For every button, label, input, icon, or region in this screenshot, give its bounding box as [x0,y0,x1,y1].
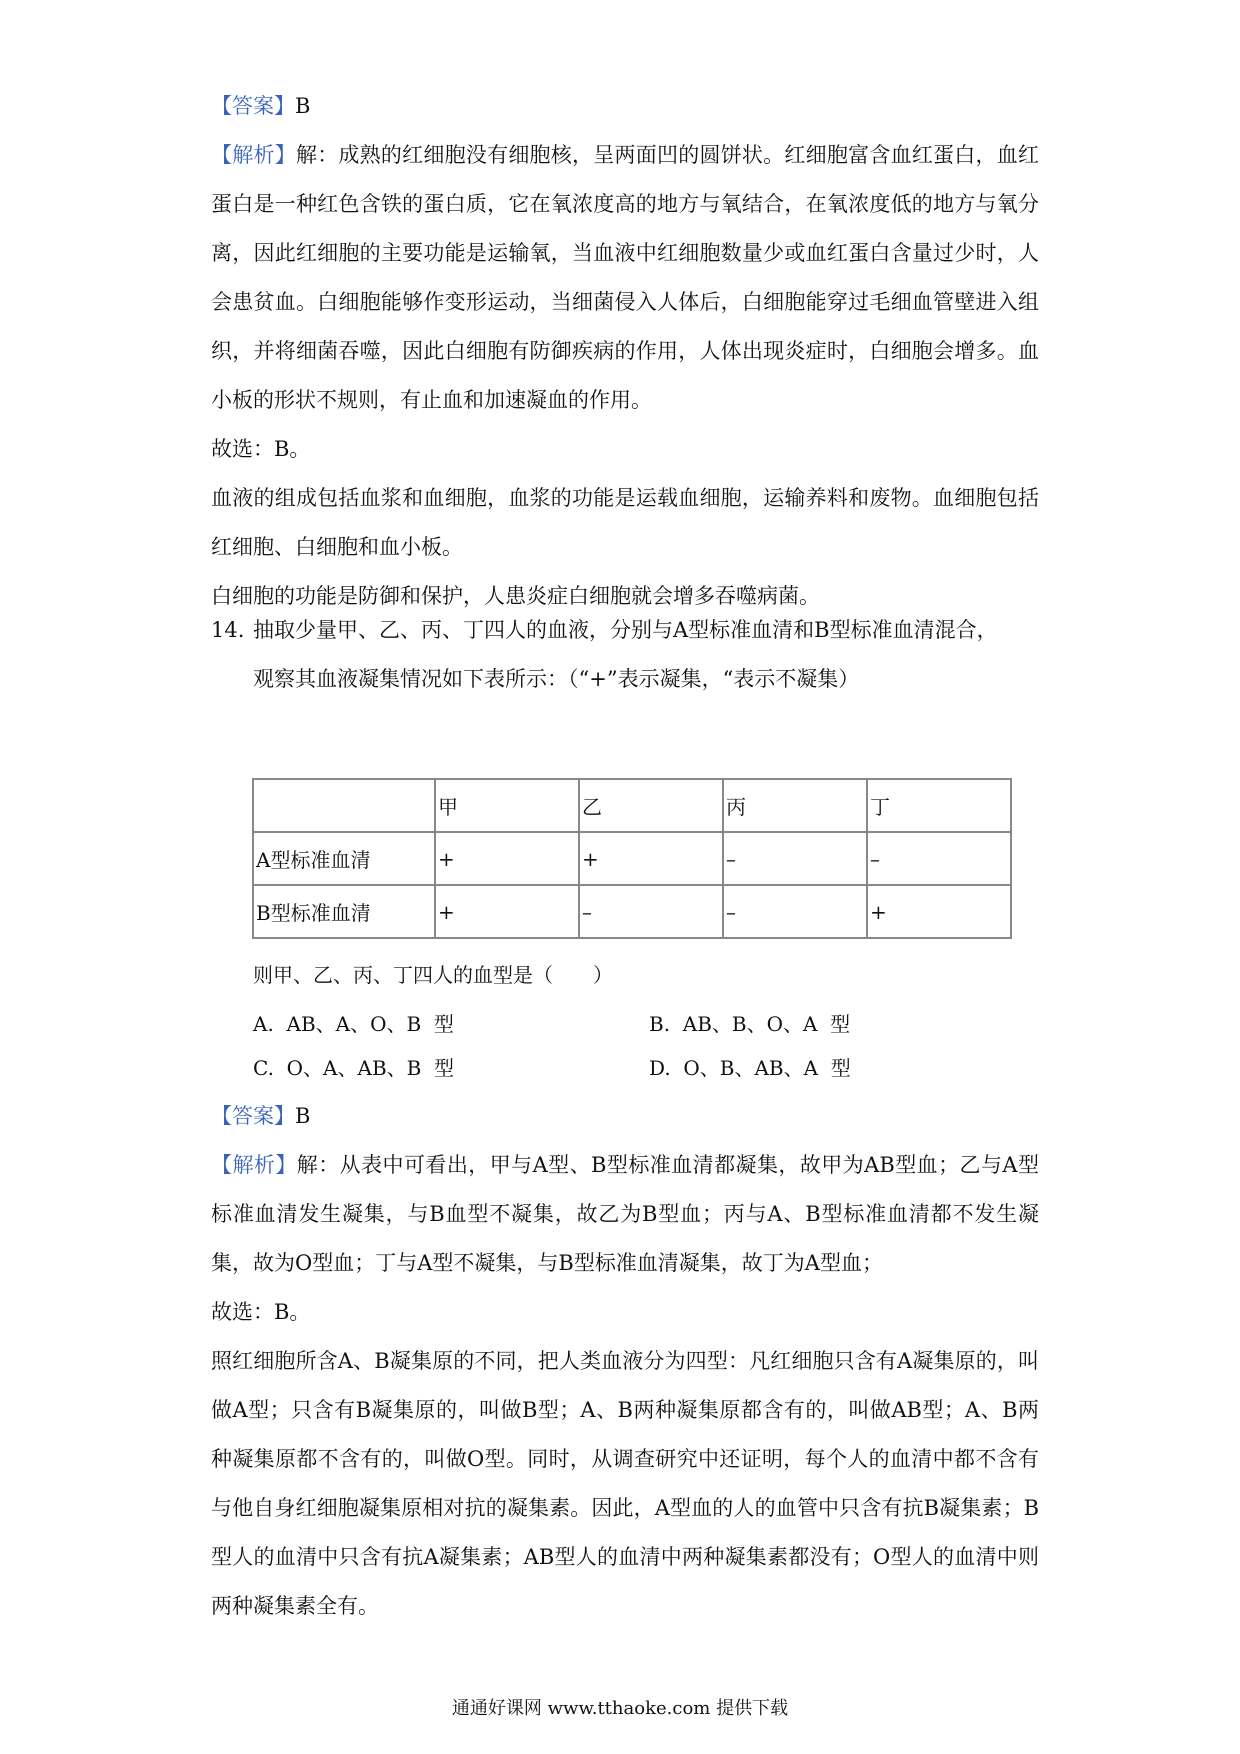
choice-line: 故选：B。 [211,437,311,461]
note-paragraph: 照红细胞所含A、B凝集原的不同，把人类血液分为四型：凡红细胞只含有A凝集原的，叫做A型；只含有B凝集原的，叫做B型；A、B两种凝集原都含有的，叫做AB型；A、B两种凝集原都不含有的，叫做O型。同时，从调查研究中还证明，每个人的血清中都不含有与他自身红细胞凝集原相对抗的凝集素。因此，A型血的人的血管中只含有抗B凝集素；B型人的血清中只含有抗A凝集素；AB型人的血清中两种凝集素都没有；O型人的血清中则两种凝集素全有。 [211,1349,1039,1618]
question-stem-line-2: 观察其血液凝集情况如下表所示：（“+”表示凝集，“表示不凝集） [253,667,860,691]
table-header-row [253,779,1011,832]
table-cell: – [723,832,867,885]
table-cell: + [867,885,1011,938]
option-a: A. AB、A、O、B 型 [253,1012,454,1036]
table-cell: B型标准血清 [253,885,435,938]
answer-tag: 【答案】 [211,1104,295,1128]
table-cell: + [435,832,579,885]
table-header-cell [253,779,435,832]
question-number: 14. [211,618,245,642]
answer-analysis-block-14 [211,1092,1039,1631]
table-cell: + [435,885,579,938]
analysis-tag: 【解析】 [211,143,296,167]
question-stem-line-1: 抽取少量甲、乙、丙、丁四人的血液，分别与A型标准血清和B型标准血清混合， [253,618,998,642]
note-paragraph-1: 血液的组成包括血浆和血细胞，血浆的功能是运载血细胞，运输养料和废物。血细胞包括红细胞、白细胞和血小板。 [211,486,1039,559]
page-footer: 通通好课网 www.tthaoke.com 提供下载 [451,1698,789,1719]
option-d: D. O、B、AB、A 型 [649,1056,851,1080]
analysis-paragraph [211,131,1039,425]
question-ask: 则甲、乙、丙、丁四人的血型是（ ） [253,963,613,987]
option-c: C. O、A、AB、B 型 [253,1056,455,1080]
answer-analysis-block-13 [211,82,1039,621]
answer-value: B [295,1104,311,1128]
answer-line [211,82,1039,131]
answer-tag: 【答案】 [211,94,295,118]
analysis-tag: 【解析】 [211,1153,297,1177]
analysis-text: 解：成熟的红细胞没有细胞核，呈两面凹的圆饼状。红细胞富含血红蛋白，血红蛋白是一种红色含铁的蛋白质，它在氧浓度高的地方与氧结合，在氧浓度低的地方与氧分离，因此红细胞的主要功能是运输氧，当血液中红细胞数量少或血红蛋白含量过少时，人会患贫血。白细胞能够作变形运动，当细菌侵入人体后，白细胞能穿过毛细血管壁进入组织，并将细菌吞噬，因此白细胞有防御疾病的作用，人体出现炎症时，白细胞会增多。血小板的形状不规则，有止血和加速凝血的作用。 [211,143,1040,412]
table-header-cell: 丙 [723,779,867,832]
table-cell: – [579,885,723,938]
answer-value: B [295,94,311,118]
table-row [253,832,1011,885]
table-cell: + [579,832,723,885]
table-cell: – [723,885,867,938]
option-b: B. AB、B、O、A 型 [649,1012,851,1036]
analysis-paragraph [211,1141,1039,1288]
answer-line [211,1092,1039,1141]
note-paragraph-2: 白细胞的功能是防御和保护，人患炎症白细胞就会增多吞噬病菌。 [211,584,820,608]
agglutination-table [252,778,1012,939]
choice-line: 故选：B。 [211,1300,311,1324]
question-14 [211,606,1041,704]
analysis-text: 解：从表中可看出，甲与A型、B型标准血清都凝集，故甲为AB型血；乙与A型标准血清发生凝集，与B血型不凝集，故乙为B型血；丙与A、B型标准血清都不发生凝集，故为O型血；丁与A型不凝集，与B型标准血清凝集，故丁为A型血； [211,1153,1040,1275]
table-cell: A型标准血清 [253,832,435,885]
table-header-cell: 乙 [579,779,723,832]
table-header-cell: 甲 [435,779,579,832]
table-row [253,885,1011,938]
table-header-cell: 丁 [867,779,1011,832]
table-cell: – [867,832,1011,885]
